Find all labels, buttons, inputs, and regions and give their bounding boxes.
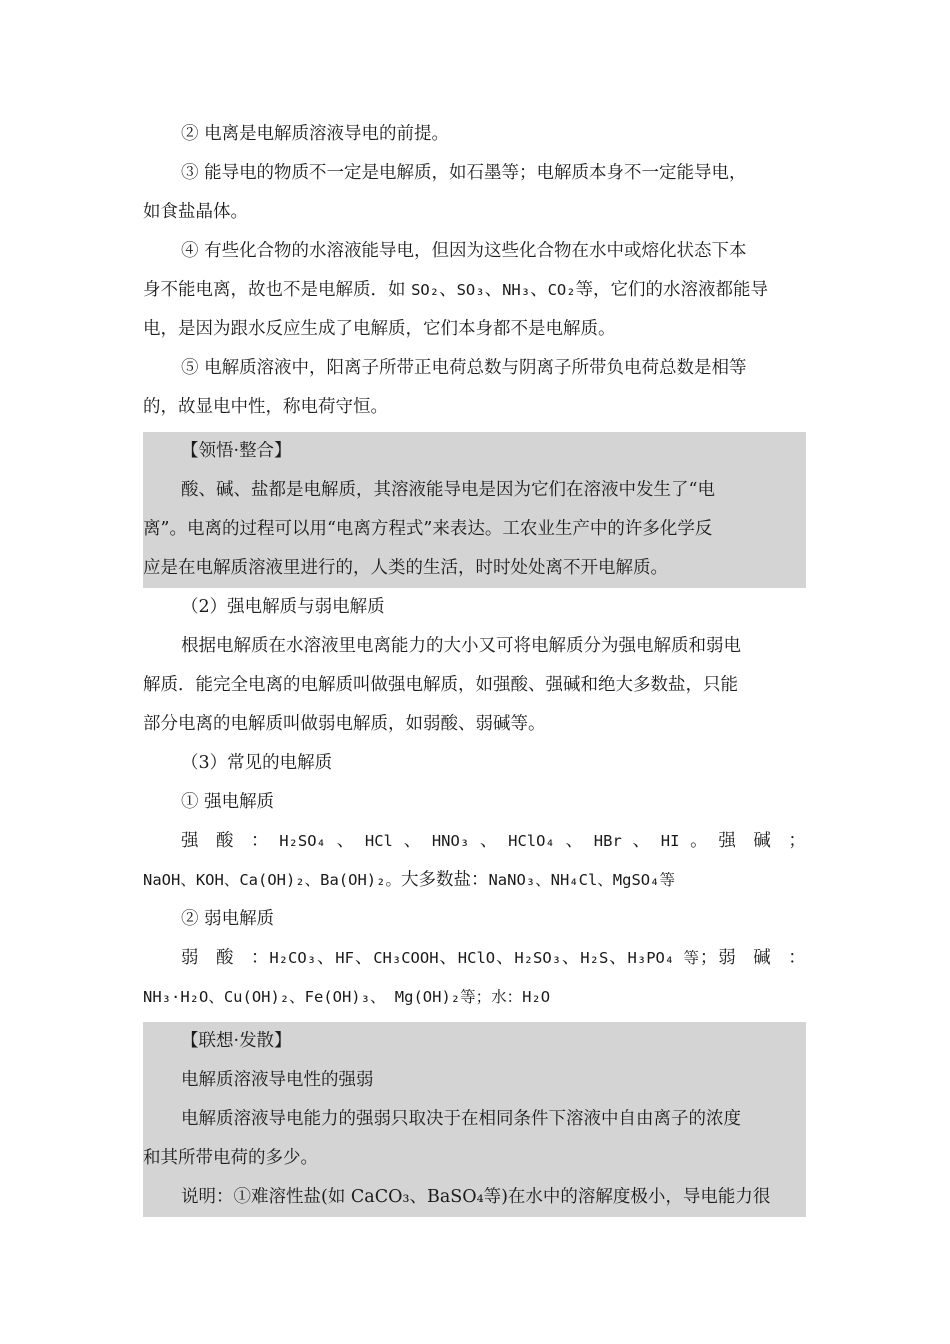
insight-box bbox=[143, 432, 806, 588]
paragraph-continued: 如食盐晶体。 bbox=[143, 202, 248, 222]
formula: SO₂ bbox=[411, 281, 440, 299]
paragraph-continued: 的，故显电中性，称电荷守恒。 bbox=[143, 397, 388, 417]
formula: HCl bbox=[364, 832, 393, 850]
formula: CH₃COOH bbox=[373, 949, 439, 967]
box-text: 应是在电解质溶液里进行的，人类的生活，时时处处离不开电解质。 bbox=[143, 558, 668, 578]
paragraph-continued: 身不能电离，故也不是电解质．如 SO₂、SO₃、NH₃、CO₂等，它们的水溶液都能导 bbox=[143, 280, 769, 300]
box-text: 和其所带电荷的多少。 bbox=[143, 1148, 318, 1168]
paragraph: 根据电解质在水溶液里电离能力的大小又可将电解质分为强电解质和弱电 bbox=[181, 636, 741, 656]
formula: H₂SO₄ bbox=[279, 832, 326, 850]
paragraph: ② 电离是电解质溶液导电的前提。 bbox=[181, 124, 450, 144]
paragraph: ⑤ 电解质溶液中，阳离子所带正电荷总数与阴离子所带负电荷总数是相等 bbox=[181, 358, 747, 378]
box-text: 电解质溶液导电能力的强弱只取决于在相同条件下溶液中自由离子的浓度 bbox=[181, 1109, 741, 1129]
strong-base-line bbox=[143, 861, 806, 900]
weak-acid-line: 弱 酸 ： H₂CO₃ 、 HF 、 CH₃COOH 、 HClO 、 H₂SO₃ 、 H₂S 、 H₃PO₄ 等 ； 弱 碱 ： bbox=[143, 939, 806, 978]
box-text: 酸、碱、盐都是电解质，其溶液能导电是因为它们在溶液中发生了“电 bbox=[181, 480, 715, 500]
paragraph-continued: 电，是因为跟水反应生成了电解质，它们本身都不是电解质。 bbox=[143, 319, 616, 339]
label: 强 酸 ： bbox=[181, 831, 269, 851]
formula: HClO bbox=[457, 949, 496, 967]
formula: H₂S bbox=[580, 949, 609, 967]
paragraph-continued: 解质．能完全电离的电解质叫做强电解质，如强酸、强碱和绝大多数盐，只能 bbox=[143, 675, 738, 695]
label: 弱 碱 ： bbox=[718, 948, 806, 968]
formula: NH₃ bbox=[502, 281, 531, 299]
box-title: 【联想·发散】 bbox=[181, 1031, 292, 1051]
box-title: 【领悟·整合】 bbox=[181, 441, 292, 461]
formula: SO₃ bbox=[456, 281, 485, 299]
formula: H₃PO₄ 等 bbox=[627, 949, 700, 967]
box-text: 说明：①难溶性盐(如 CaCO₃、BaSO₄等)在水中的溶解度极小，导电能力很 bbox=[181, 1187, 771, 1207]
subsection-title: ② 弱电解质 bbox=[181, 909, 275, 929]
paragraph: ③ 能导电的物质不一定是电解质，如石墨等；电解质本身不一定能导电， bbox=[181, 163, 747, 183]
document-page bbox=[143, 115, 806, 1217]
formula: HI bbox=[660, 832, 680, 850]
text: 身不能电离，故也不是电解质．如 bbox=[143, 280, 412, 300]
section-heading: （2）强电解质与弱电解质 bbox=[181, 597, 385, 617]
label: 弱 酸 ： bbox=[181, 948, 269, 968]
formula: CO₂ bbox=[547, 281, 576, 299]
paragraph-continued: 部分电离的电解质叫做弱电解质，如弱酸、弱碱等。 bbox=[143, 714, 546, 734]
box-text: 电解质溶液导电性的强弱 bbox=[181, 1070, 374, 1090]
weak-base-line bbox=[143, 978, 806, 1017]
subsection-title: ① 强电解质 bbox=[181, 792, 275, 812]
formula: HBr bbox=[593, 832, 622, 850]
formula: HNO₃ bbox=[431, 832, 470, 850]
formula: NH₃·H₂O、Cu(OH)₂、Fe(OH)₃、 Mg(OH)₂等；水：H₂O bbox=[143, 988, 551, 1006]
formula: HClO₄ bbox=[508, 832, 555, 850]
formula: H₂CO₃ bbox=[269, 949, 317, 967]
label: 大多数盐： bbox=[400, 870, 489, 890]
label: 强 碱 ； bbox=[718, 831, 806, 851]
formula: H₂SO₃ bbox=[514, 949, 562, 967]
formula: NaNO₃、NH₄Cl、MgSO₄等 bbox=[488, 871, 675, 889]
text: 等，它们的水溶液都能导 bbox=[575, 280, 769, 300]
paragraph: ④ 有些化合物的水溶液能导电，但因为这些化合物在水中或熔化状态下本 bbox=[181, 241, 747, 261]
box-text: 离”。电离的过程可以用“电离方程式”来表达。工农业生产中的许多化学反 bbox=[143, 519, 713, 539]
formula: HF bbox=[335, 949, 354, 967]
strong-acid-line: 强 酸 ： H₂SO₄ 、 HCl 、 HNO₃ 、 HClO₄ 、 HBr 、 HI 。 强 碱 ； bbox=[143, 822, 806, 861]
association-box bbox=[143, 1022, 806, 1217]
formula: NaOH、KOH、Ca(OH)₂、Ba(OH)₂。 bbox=[143, 871, 401, 889]
section-heading: （3）常见的电解质 bbox=[181, 753, 333, 773]
